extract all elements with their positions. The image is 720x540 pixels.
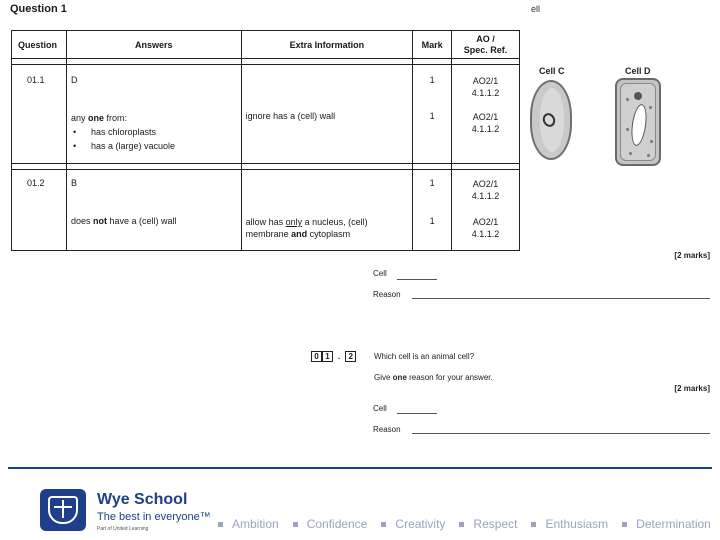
answer-2-cell-line[interactable] (397, 413, 437, 414)
question-number-cell (12, 101, 67, 164)
answer-1-cell-line[interactable] (397, 279, 437, 280)
extra-info-cell: allow has only a nucleus, (cell) membrane and cytoplasm (241, 204, 413, 251)
value-item: Enthusiasm (531, 517, 608, 531)
ao-cell: AO2/1 4.1.1.2 (452, 101, 520, 164)
cell-c-label: Cell C (539, 66, 565, 76)
table-row (12, 170, 520, 205)
cell-d-diagram (615, 78, 661, 166)
question-number-cell: 01.2 (12, 170, 67, 205)
mark-scheme-table (11, 30, 520, 251)
question-number-cell (12, 204, 67, 251)
answer-2-reason-line[interactable] (412, 433, 710, 434)
truncated-text: ell (531, 4, 541, 14)
value-item: Determination (622, 517, 711, 531)
answer-2-cell-label: Cell (373, 404, 387, 413)
mark-cell: 1 (413, 65, 452, 102)
qnum-part: 2 (345, 351, 356, 362)
answer-cell: any one from: • has chloroplasts • has a (large) vacuole (66, 101, 241, 164)
answer-1-cell-label: Cell (373, 269, 387, 278)
question-instruction: Give one reason for your answer. (374, 373, 493, 382)
school-tagline: Part of United Learning (97, 526, 149, 532)
mark-cell: 1 (413, 101, 452, 164)
table-row (12, 101, 520, 164)
table-row (12, 65, 520, 102)
value-item: Confidence (293, 517, 368, 531)
answer-2-reason-label: Reason (373, 425, 401, 434)
mark-scheme (0, 0, 520, 264)
ao-cell: AO2/1 4.1.1.2 (452, 204, 520, 251)
extra-info-cell (241, 170, 413, 205)
cell-d-nucleus (634, 92, 642, 100)
school-values (218, 517, 711, 531)
extra-info-cell: ignore has a (cell) wall (241, 101, 413, 164)
answer-cell: does not have a (cell) wall (66, 204, 241, 251)
list-item: • has chloroplasts (72, 127, 156, 137)
marks-label-1: [2 marks] (674, 251, 710, 260)
ao-cell: AO2/1 4.1.1.2 (452, 170, 520, 205)
list-item: • has a (large) vacuole (72, 141, 175, 151)
qnum-separator: . (338, 352, 341, 361)
qnum-digit-2: 1 (322, 351, 333, 362)
mark-scheme-title: Question 1 (10, 3, 67, 15)
answer-1-reason-label: Reason (373, 290, 401, 299)
qnum-digit-1: 0 (311, 351, 322, 362)
mark-cell: 1 (413, 170, 452, 205)
school-motto: The best in everyone™ (97, 511, 211, 523)
table-header-row (12, 31, 520, 59)
cell-c-diagram (530, 80, 572, 160)
school-crest-icon (40, 489, 86, 531)
footer-divider (8, 467, 712, 469)
question-text: Which cell is an animal cell? (374, 352, 475, 361)
cell-d-vacuole (629, 103, 649, 147)
question-number (311, 351, 356, 362)
cell-d-label: Cell D (625, 66, 651, 76)
header-question: Question (12, 31, 67, 59)
extra-info-cell (241, 65, 413, 102)
header-ao-spec-ref: AO / Spec. Ref. (452, 31, 520, 59)
mark-cell: 1 (413, 204, 452, 251)
header-answers: Answers (66, 31, 241, 59)
answer-1-reason-line[interactable] (412, 298, 710, 299)
value-item: Ambition (218, 517, 279, 531)
answer-cell: D (66, 65, 241, 102)
answer-cell: B (66, 170, 241, 205)
marks-label-2: [2 marks] (674, 384, 710, 393)
table-row (12, 204, 520, 251)
header-mark: Mark (413, 31, 452, 59)
school-name: Wye School (97, 491, 188, 508)
value-item: Respect (459, 517, 517, 531)
question-number-cell: 01.1 (12, 65, 67, 102)
header-extra-information: Extra Information (241, 31, 413, 59)
value-item: Creativity (381, 517, 445, 531)
ao-cell: AO2/1 4.1.1.2 (452, 65, 520, 102)
